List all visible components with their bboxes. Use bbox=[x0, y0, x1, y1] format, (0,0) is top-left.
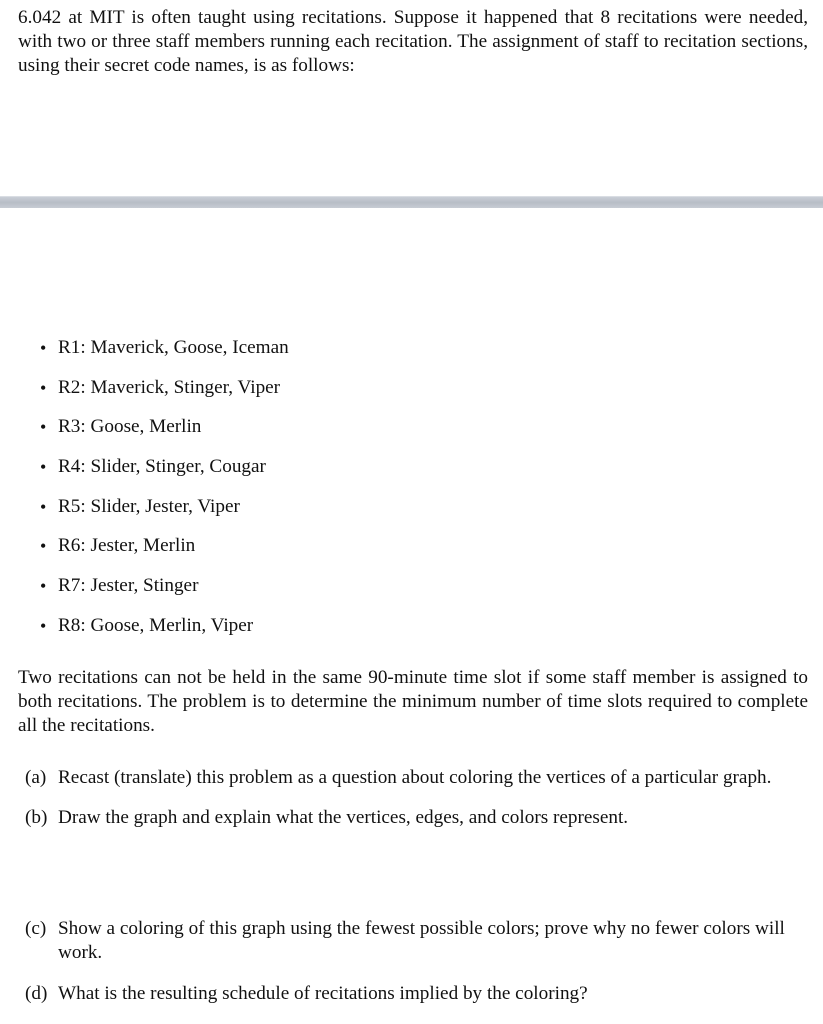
problem-statement: Two recitations can not be held in the same 90-minute time slot if some staff member is assigned to both recitations. The problem is to determine the minimum number of time slots required to complete all the recitations. bbox=[18, 667, 808, 736]
part-label: (a) bbox=[25, 767, 47, 788]
part-text: Draw the graph and explain what the vertices, edges, and colors represent. bbox=[58, 807, 629, 828]
list-item bbox=[40, 415, 289, 455]
bullet-icon: • bbox=[40, 536, 47, 557]
bullet-icon: • bbox=[40, 496, 47, 517]
bullet-icon: • bbox=[40, 417, 47, 438]
question-part-d bbox=[25, 982, 805, 1006]
question-part-b bbox=[25, 806, 805, 830]
bullet-icon: • bbox=[40, 377, 47, 398]
recitation-r4: R4: Slider, Stinger, Cougar bbox=[58, 456, 266, 478]
recitation-r3: R3: Goose, Merlin bbox=[58, 416, 202, 438]
part-label: (d) bbox=[25, 983, 48, 1004]
bullet-icon: • bbox=[40, 576, 47, 597]
recitation-r6: R6: Jester, Merlin bbox=[58, 535, 196, 557]
bullet-icon: • bbox=[40, 615, 47, 636]
list-item bbox=[40, 574, 289, 614]
bullet-icon: • bbox=[40, 457, 47, 478]
part-label: (b) bbox=[25, 807, 48, 828]
recitation-r2: R2: Maverick, Stinger, Viper bbox=[58, 376, 281, 398]
recitation-r8: R8: Goose, Merlin, Viper bbox=[58, 614, 254, 636]
part-text: Show a coloring of this graph using the fewest possible colors; prove why no fewer colors will work. bbox=[58, 918, 785, 963]
list-item bbox=[40, 614, 289, 654]
intro-paragraph: 6.042 at MIT is often taught using recitations. Suppose it happened that 8 recitations were needed, with two or three staff members running each recitation. The assignment of staff to recitation sections, using their secret code names, is as follows: bbox=[18, 7, 808, 76]
list-item bbox=[40, 336, 289, 376]
recitation-r5: R5: Slider, Jester, Viper bbox=[58, 495, 240, 517]
recitation-r1: R1: Maverick, Goose, Iceman bbox=[58, 337, 289, 358]
question-part-a bbox=[25, 766, 805, 790]
list-item bbox=[40, 495, 289, 535]
list-item bbox=[40, 376, 289, 416]
recitation-r7: R7: Jester, Stinger bbox=[58, 575, 199, 597]
part-text: Recast (translate) this problem as a question about coloring the vertices of a particular graph. bbox=[58, 767, 772, 788]
list-item bbox=[40, 455, 289, 495]
list-item bbox=[40, 534, 289, 574]
section-divider bbox=[0, 196, 823, 208]
part-label: (c) bbox=[25, 918, 47, 939]
part-text: What is the resulting schedule of recitations implied by the coloring? bbox=[58, 983, 588, 1004]
question-part-c bbox=[25, 917, 805, 965]
bullet-icon: • bbox=[40, 338, 47, 358]
recitation-list bbox=[40, 336, 289, 654]
